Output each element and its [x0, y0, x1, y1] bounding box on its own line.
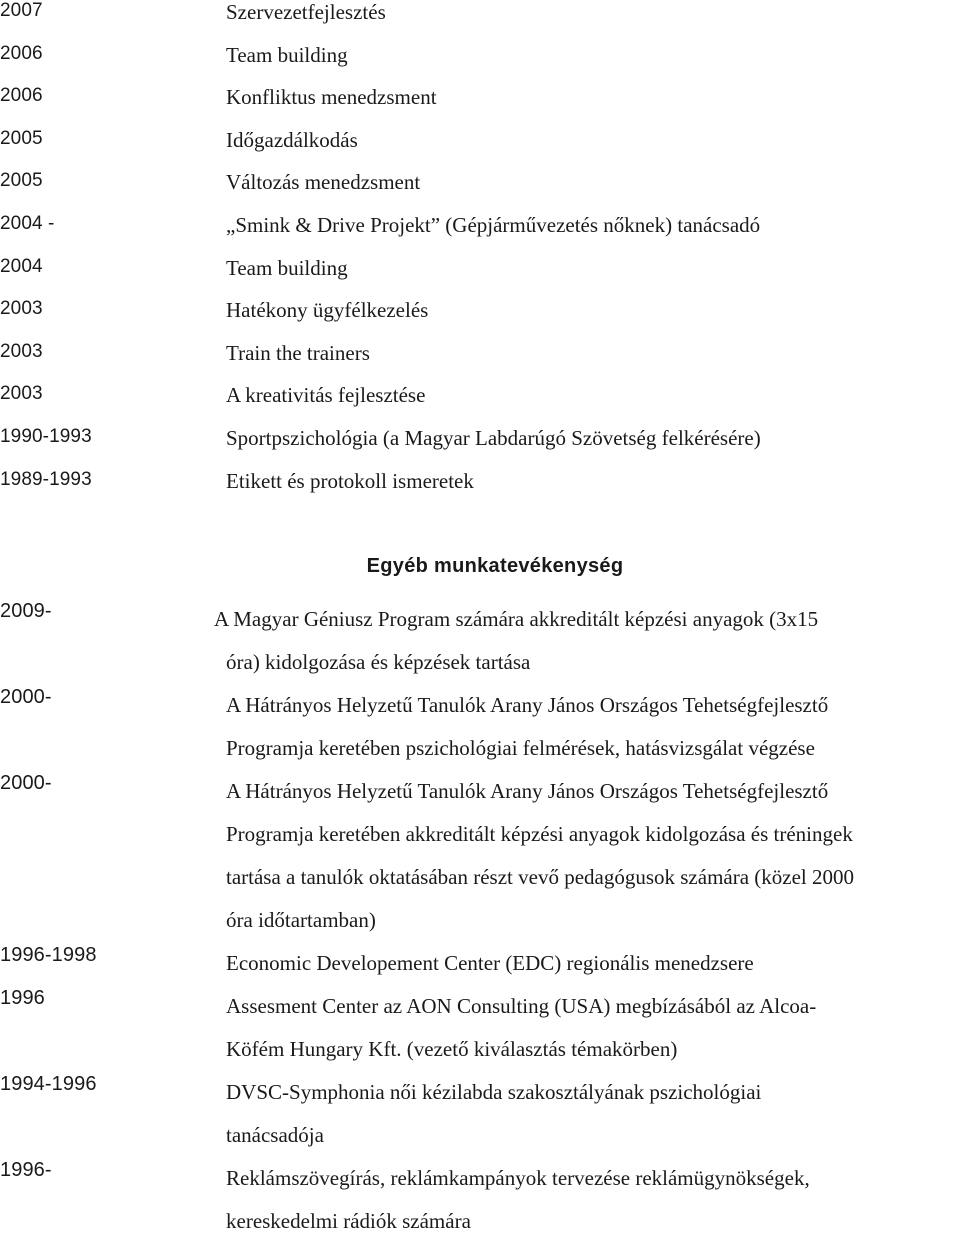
- work-line: A Magyar Géniusz Program számára akkreditált képzési anyagok (3x15: [214, 607, 819, 631]
- training-title: Időgazdálkodás: [226, 127, 358, 152]
- work-line: A Hátrányos Helyzetű Tanulók Arany János Országos Tehetségfejlesztő: [226, 779, 829, 803]
- list-item: [0, 43, 960, 86]
- training-year: 2006: [0, 85, 43, 107]
- list-item: [0, 298, 960, 341]
- training-year: 1990-1993: [0, 425, 92, 447]
- section-heading: Egyéb munkatevékenység: [366, 555, 624, 577]
- work-year: 1996-: [0, 1159, 52, 1181]
- work-year: 2009-: [0, 600, 52, 622]
- work-description: [226, 942, 958, 985]
- training-title: Team building: [226, 42, 348, 67]
- work-description: [226, 770, 958, 942]
- work-line: Köfém Hungary Kft. (vezető kiválasztás témakörben): [226, 1037, 678, 1061]
- work-year: 2000-: [0, 772, 52, 794]
- work-year: 1994-1996: [0, 1073, 97, 1095]
- training-title: A kreativitás fejlesztése: [226, 383, 426, 408]
- training-year: 2007: [0, 0, 43, 21]
- list-item: [0, 128, 960, 171]
- work-line: óra) kidolgozása és képzések tartása: [226, 650, 531, 674]
- work-year: 2000-: [0, 686, 52, 708]
- work-line: DVSC-Symphonia női kézilabda szakosztályának pszichológiai: [226, 1080, 762, 1104]
- work-description: [214, 598, 958, 684]
- list-item: [0, 426, 960, 469]
- training-year: 2005: [0, 127, 43, 149]
- list-item: [0, 341, 960, 384]
- work-line: Reklámszövegírás, reklámkampányok tervezése reklámügynökségek,: [226, 1166, 810, 1190]
- list-item: [0, 1071, 960, 1157]
- work-line: Programja keretében akkreditált képzési anyagok kidolgozása és tréningek: [226, 822, 853, 846]
- training-year: 2003: [0, 298, 43, 320]
- list-item: [0, 598, 960, 684]
- training-title: Sportpszichológia (a Magyar Labdarúgó Szövetség felkérésére): [226, 425, 761, 450]
- work-list: [0, 598, 960, 1243]
- training-list: [0, 0, 960, 511]
- training-title: Team building: [226, 255, 348, 280]
- list-item: [0, 1157, 960, 1243]
- list-item: [0, 383, 960, 426]
- list-item: [0, 213, 960, 256]
- work-year: 1996-1998: [0, 944, 97, 966]
- work-description: [226, 1071, 958, 1157]
- work-description: [226, 684, 958, 770]
- training-year: 1989-1993: [0, 468, 92, 490]
- training-title: Szervezetfejlesztés: [226, 0, 386, 24]
- work-line: Economic Developement Center (EDC) regionális menedzsere: [226, 951, 754, 975]
- training-year: 2006: [0, 42, 43, 64]
- training-year: 2003: [0, 383, 43, 405]
- training-year: 2005: [0, 170, 43, 192]
- work-line: tartása a tanulók oktatásában részt vevő pedagógusok számára (közel 2000: [226, 865, 855, 889]
- work-line: kereskedelmi rádiók számára: [226, 1209, 471, 1233]
- training-title: Változás menedzsment: [226, 170, 421, 195]
- work-line: tanácsadója: [226, 1123, 324, 1147]
- training-title: Etikett és protokoll ismeretek: [226, 468, 474, 493]
- work-line: Programja keretében pszichológiai felmérések, hatásvizsgálat végzése: [226, 736, 815, 760]
- list-item: [0, 942, 960, 985]
- list-item: [0, 985, 960, 1071]
- list-item: [0, 469, 960, 512]
- list-item: [0, 85, 960, 128]
- list-item: [0, 0, 960, 43]
- work-description: [226, 985, 958, 1071]
- training-title: „Smink & Drive Projekt” (Gépjárművezetés nőknek) tanácsadó: [226, 212, 761, 237]
- work-line: óra időtartamban): [226, 908, 376, 932]
- training-title: Konfliktus menedzsment: [226, 85, 437, 110]
- list-item: [0, 256, 960, 299]
- list-item: [0, 170, 960, 213]
- training-year: 2004: [0, 255, 43, 277]
- work-year: 1996: [0, 987, 45, 1009]
- training-year: 2003: [0, 340, 43, 362]
- list-item: [0, 684, 960, 770]
- list-item: [0, 770, 960, 942]
- work-description: [226, 1157, 958, 1243]
- training-title: Hatékony ügyfélkezelés: [226, 298, 429, 323]
- work-line: Assesment Center az AON Consulting (USA) megbízásából az Alcoa-: [226, 994, 817, 1018]
- training-year: 2004 -: [0, 212, 55, 234]
- training-title: Train the trainers: [226, 340, 370, 365]
- work-line: A Hátrányos Helyzetű Tanulók Arany János Országos Tehetségfejlesztő: [226, 693, 829, 717]
